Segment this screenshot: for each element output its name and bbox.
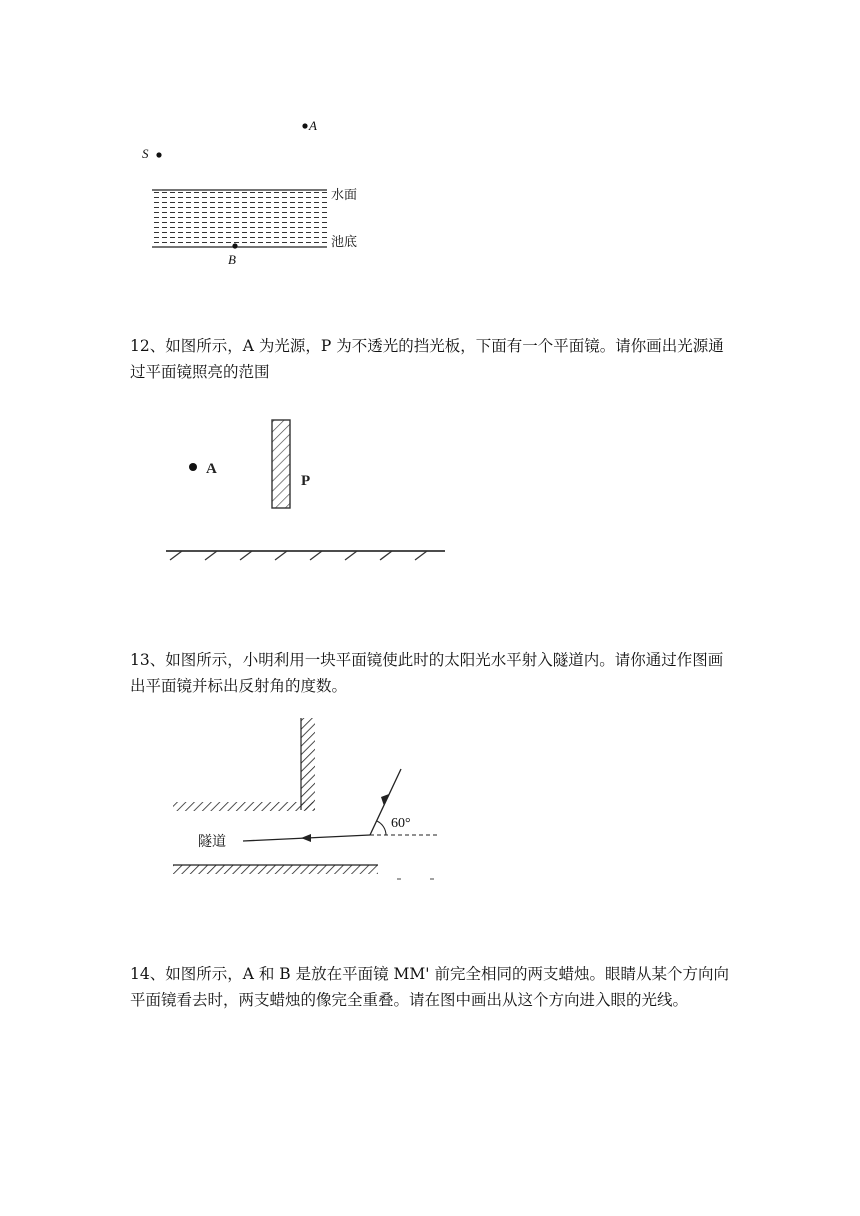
angle-label: 60° (391, 816, 411, 831)
point-s-dot (156, 152, 161, 157)
light-source-a-label: A (206, 461, 217, 477)
plane-mirror-hatching (170, 551, 427, 560)
point-a-label: A (309, 118, 317, 133)
light-source-a-dot (189, 463, 197, 471)
pool-figure (130, 110, 380, 270)
upper-wall-horizontal (173, 802, 315, 811)
baffle-p-label: P (301, 473, 311, 489)
baffle-p (272, 420, 290, 508)
q13-figure (165, 712, 450, 887)
point-s-label: S (142, 146, 149, 161)
q12-figure (160, 415, 450, 565)
question-12-text: 12、如图所示，A 为光源，P 为不透光的挡光板，下面有一个平面镜。请你画出光源通过平面镜照亮的范围 (130, 337, 724, 381)
point-a-dot (302, 123, 307, 128)
point-b-dot (232, 243, 237, 248)
pool-bottom-label: 池底 (331, 235, 358, 250)
point-b-label: B (228, 252, 236, 267)
tunnel-label: 隧道 (198, 834, 226, 850)
angle-arc (377, 821, 386, 835)
upper-wall-vertical (301, 718, 315, 810)
water-surface-label: 水面 (331, 188, 358, 203)
reflected-ray-arrow (301, 834, 311, 842)
question-13-text: 13、如图所示，小明利用一块平面镜使此时的太阳光水平射入隧道内。请你通过作图画出平面镜并标出反射角的度数。 (130, 651, 724, 695)
lower-wall (173, 865, 378, 874)
question-14-text: 14、如图所示，A 和 B 是放在平面镜 MM' 前完全相同的两支蜡烛。眼睛从某个方向向平面镜看去时，两支蜡烛的像完全重叠。请在图中画出从这个方向进入眼的光线。 (130, 965, 729, 1009)
water-body (152, 190, 327, 247)
